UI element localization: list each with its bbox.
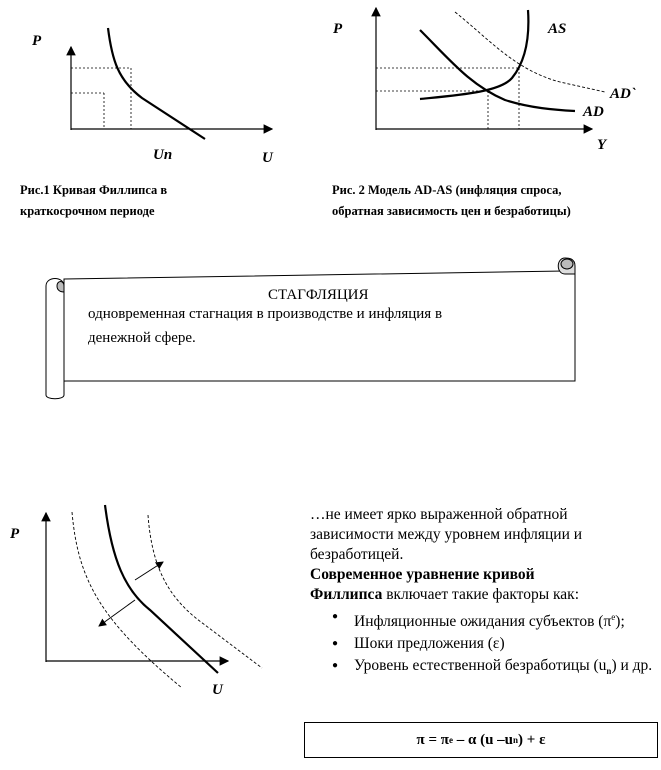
factor-supply-shocks-text: Шоки предложения (ε) bbox=[354, 635, 505, 653]
fig3-y-label: P bbox=[10, 526, 20, 542]
fig1-caption-line1: Рис.1 Кривая Филлипса в bbox=[20, 183, 168, 197]
factor-natural-unemployment-end: ) и др. bbox=[611, 657, 653, 675]
phillips-formula bbox=[304, 722, 658, 758]
scroll-left-curl bbox=[57, 282, 64, 293]
formula-mid: – α (u –u bbox=[452, 731, 514, 748]
scroll-line2: денежной сфере. bbox=[88, 330, 196, 346]
factor-supply-shocks bbox=[310, 634, 655, 654]
bold-line2-rest: включает такие факторы как: bbox=[382, 586, 580, 603]
fig2-ad-label: AD bbox=[583, 104, 604, 120]
fig3-x-label: U bbox=[212, 682, 223, 698]
fig2-caption bbox=[332, 180, 652, 222]
intro-line3: безработицей. bbox=[310, 546, 404, 563]
fig2-caption-line2: обратная зависимость цен и безработицы) bbox=[332, 204, 571, 218]
stagflation-scroll bbox=[46, 258, 575, 399]
formula-end: ) + ε bbox=[518, 731, 546, 748]
fig1-phillips-curve bbox=[108, 28, 205, 139]
scroll-right-curl bbox=[561, 259, 573, 269]
factor-natural-unemployment-sub: n bbox=[606, 666, 612, 677]
fig2-y-label: P bbox=[333, 21, 343, 37]
fig2-ad-shifted-label: AD` bbox=[610, 86, 636, 102]
formula-sup: e bbox=[448, 735, 453, 745]
bold-line2-bold: Филлипса bbox=[310, 586, 383, 603]
fig1-caption bbox=[20, 180, 280, 222]
fig2-ad-shifted-curve bbox=[455, 12, 605, 92]
fig2-x-label: Y bbox=[597, 137, 607, 153]
fig2-as-label: AS bbox=[548, 21, 567, 37]
factor-expectations bbox=[310, 607, 655, 632]
factor-natural-unemployment-text: Уровень естественной безработицы (u bbox=[354, 657, 607, 675]
factor-expectations-text: Инфляционные ожидания субъектов (π bbox=[354, 613, 612, 631]
intro-line2: зависимости между уровнем инфляции и bbox=[310, 526, 583, 543]
bold-line2 bbox=[310, 585, 655, 605]
intro-line1: …не имеет ярко выраженной обратной bbox=[310, 506, 568, 523]
description-block bbox=[310, 505, 655, 683]
fig1-caption-line2: краткосрочном периоде bbox=[20, 204, 155, 218]
factor-natural-unemployment bbox=[310, 656, 655, 681]
fig1-x-label: U bbox=[262, 150, 273, 166]
fig1-y-label: P bbox=[32, 33, 42, 49]
formula-left: π = π bbox=[416, 731, 449, 748]
fig2-caption-line1: Рис. 2 Модель AD-AS (инфляция спроса, bbox=[332, 183, 562, 197]
formula-sub: n bbox=[513, 735, 519, 745]
scroll-line1: одновременная стагнация в производстве и инфляция в bbox=[88, 306, 443, 322]
scroll-left-roll bbox=[46, 279, 64, 399]
fig1-phillips-short-run bbox=[32, 28, 274, 166]
fig3-curve-outer bbox=[148, 515, 262, 668]
bold-line1 bbox=[310, 565, 655, 585]
fig3-shift-arrow-down bbox=[99, 600, 135, 626]
fig1-un-label: Un bbox=[153, 147, 173, 163]
scroll-title: СТАГФЛЯЦИЯ bbox=[268, 287, 369, 303]
fig3-curve-main bbox=[105, 505, 218, 673]
factor-expectations-end: ); bbox=[615, 613, 625, 631]
factors-list bbox=[310, 607, 655, 681]
fig2-ad-curve bbox=[420, 30, 575, 111]
fig2-ad-as-model bbox=[333, 8, 636, 153]
fig3-modern-phillips bbox=[10, 505, 262, 698]
bold-line1-text: Современное уравнение кривой bbox=[310, 566, 535, 583]
factor-expectations-sup: e bbox=[611, 612, 616, 622]
fig2-as-curve bbox=[420, 10, 528, 99]
fig3-shift-arrow-up bbox=[135, 562, 163, 580]
